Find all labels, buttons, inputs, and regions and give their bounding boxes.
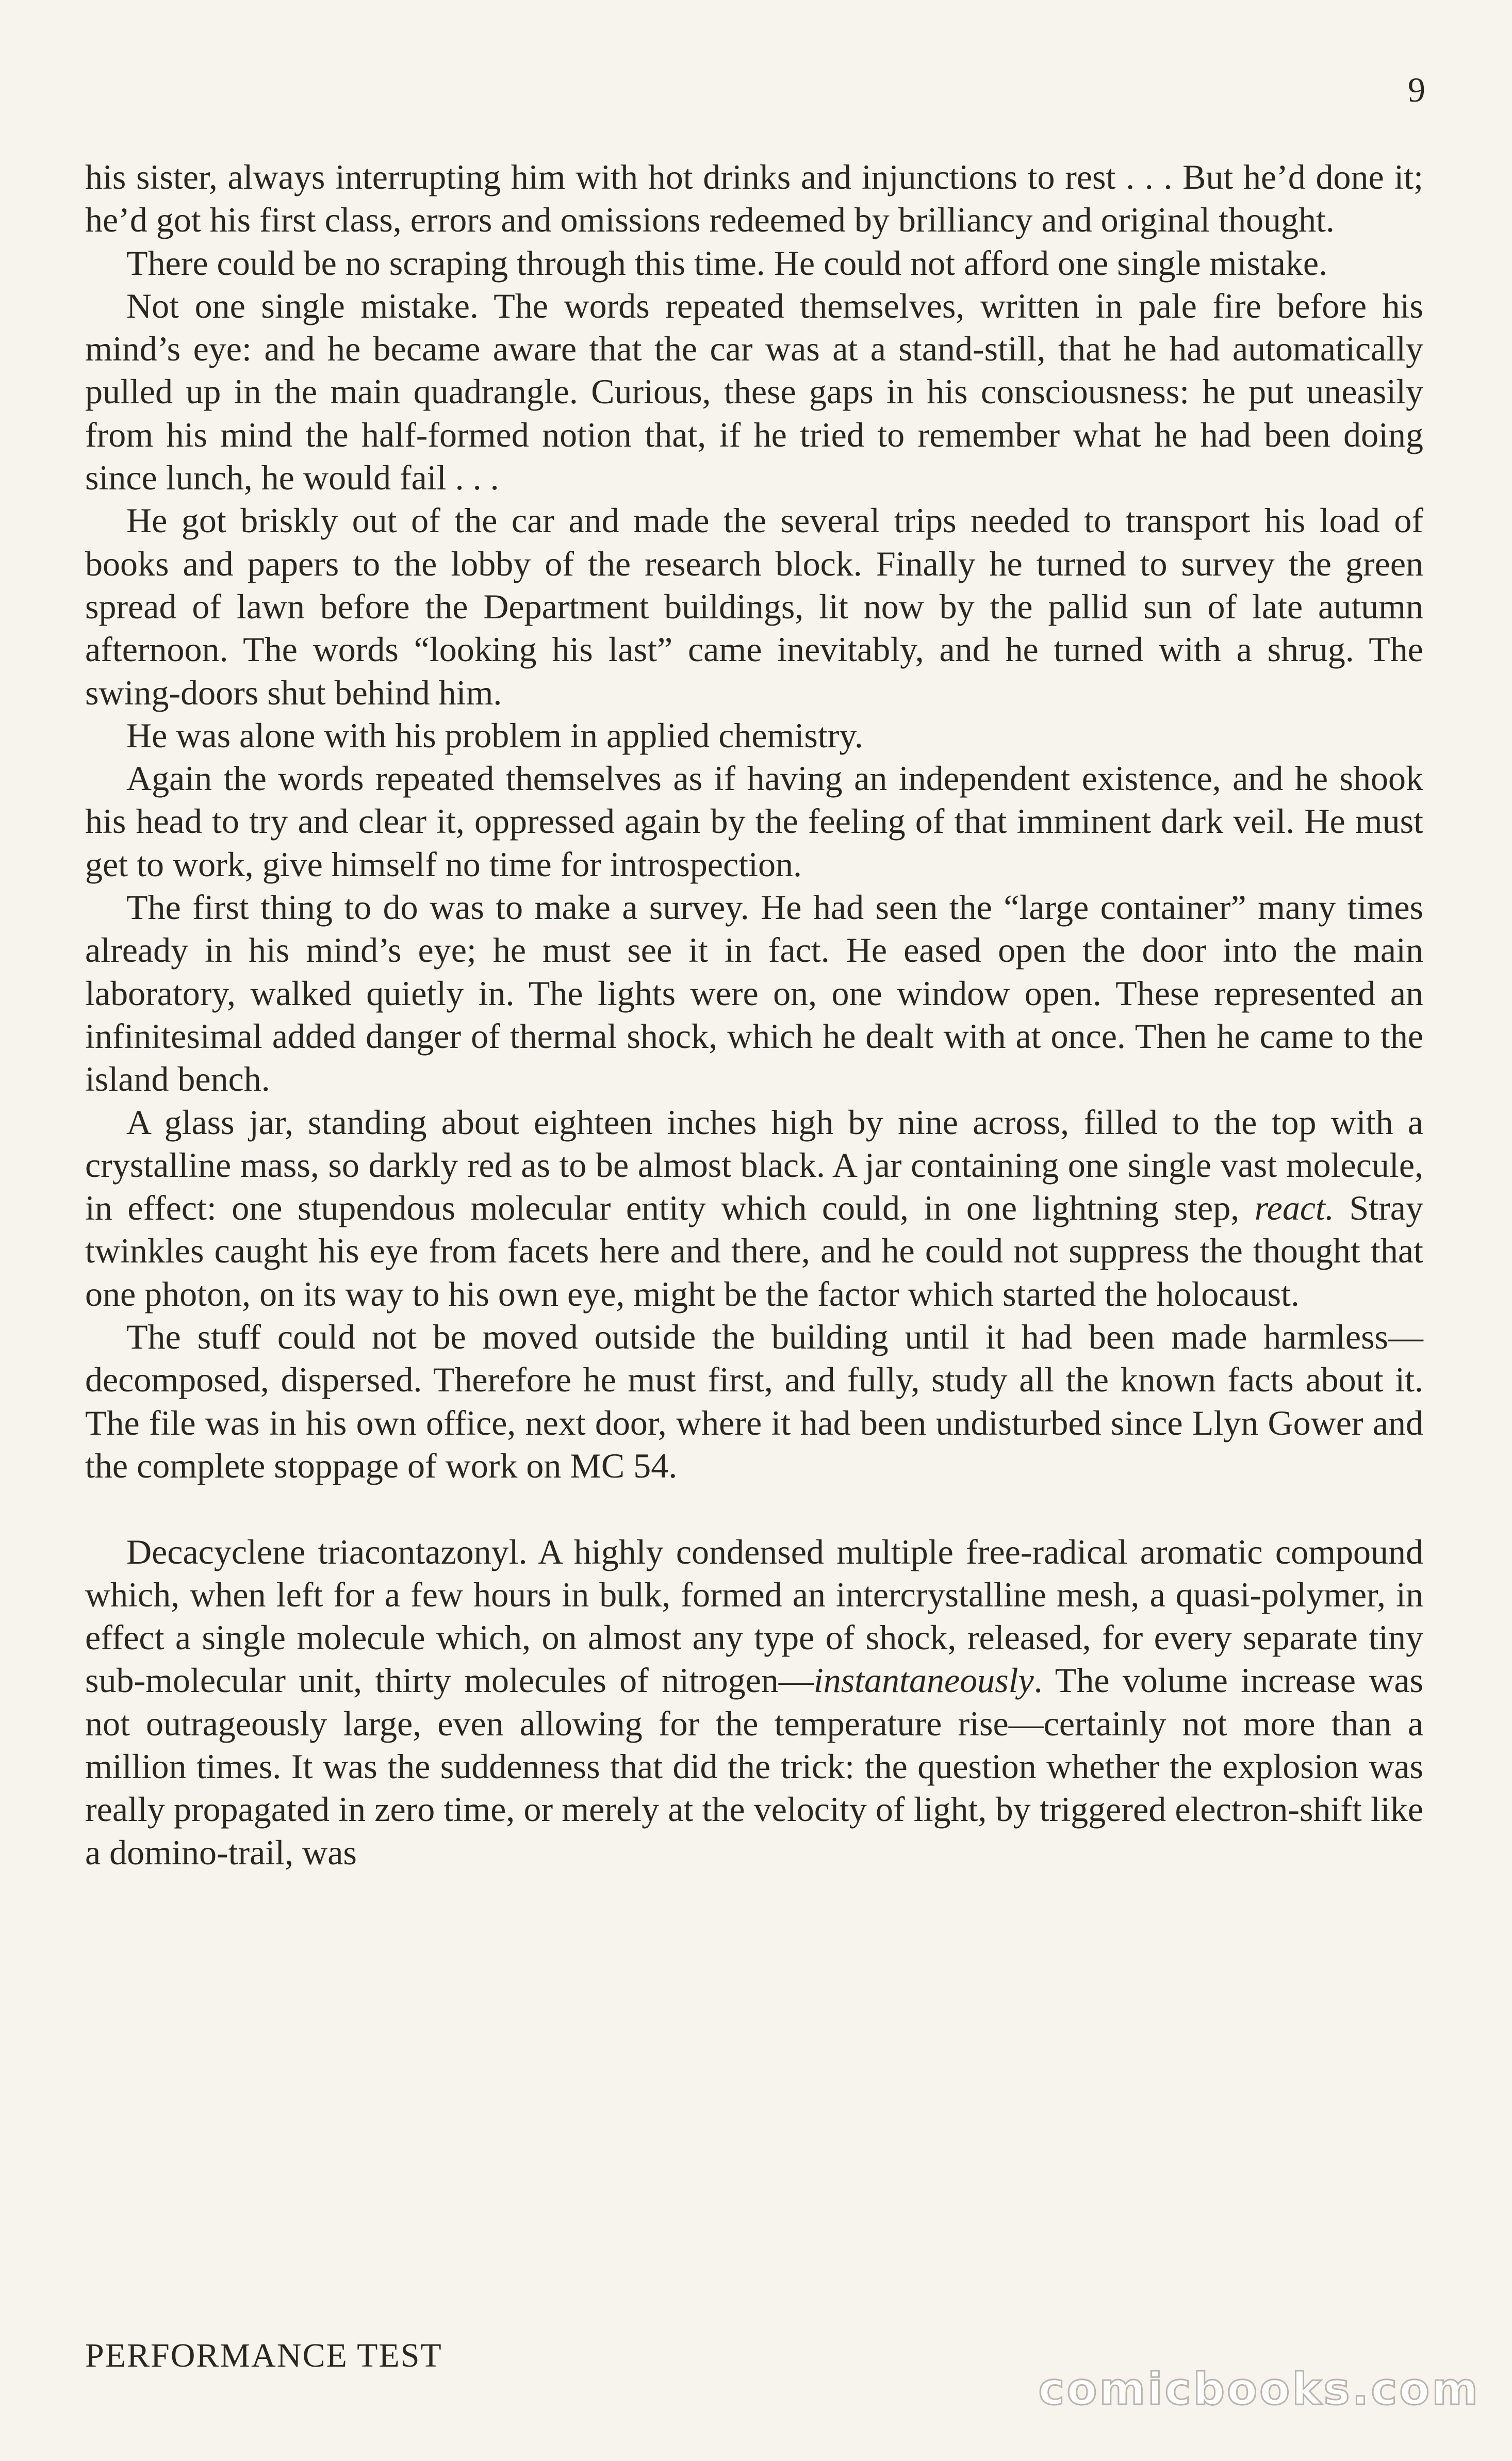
text-run: . The volume increase was not outrageously large, even allowing for the temperature rise—certainly not more than a million times. It was the suddenness that did the trick: the question whether the explosion was really propagated in zero time, or merely at the velocity of light, by triggered electron-shift like a domino-trail, was [85,1661,1424,1872]
paragraph [85,156,1423,242]
paragraph [85,757,1423,886]
text-run: Not one single mistake. The words repeated themselves, written in pale fire before his mind’s eye: and he became aware that the car was at a stand-still, that he had automatically pulled up in the main quadrangle. Curious, these gaps in his consciousness: he put uneasily from his mind the half-formed notion that, if he tried to remember what he had been doing since lunch, he would fail . . . [85,286,1423,498]
page-number: 9 [1408,70,1425,109]
running-foot: PERFORMANCE TEST [85,2337,442,2374]
text-run: He was alone with his problem in applied chemistry. [126,715,863,755]
body-text [85,156,1423,1874]
watermark: comicbooks.com [1038,2364,1480,2415]
text-run: A glass jar, standing about eighteen inches high by nine across, filled to the top with a crystalline mass, so darkly red as to be almost black. A jar containing one single vast molecule, in effect: one stupendous molecular entity which could, in one lightning step, [85,1102,1423,1228]
paragraph [85,714,1423,757]
paragraph [85,1316,1423,1487]
text-run: He got briskly out of the car and made the several trips needed to transport his load of books and papers to the lobby of the research block. Finally he turned to survey the green spread of lawn before the Department buildings, lit now by the pallid sun of late autumn afternoon. The words “looking his last” came inevitably, and he turned with a shrug. The swing-doors shut behind him. [85,501,1423,712]
text-run: There could be no scraping through this time. He could not afford one single mistake. [126,243,1328,283]
italic-text-run: react. [1254,1188,1334,1228]
paragraph [85,285,1423,499]
text-run: his sister, always interrupting him with hot drinks and injunctions to rest . . . But he’d done it; he’d got his first class, errors and omissions redeemed by brilliancy and original thought. [85,157,1423,240]
paragraph [85,242,1423,285]
text-run: The first thing to do was to make a survey. He had seen the “large container” many times already in his mind’s eye; he must see it in fact. He eased open the door into the main laboratory, walked quietly in. The lights were on, one window open. These represented an infinitesimal added danger of thermal shock, which he dealt with at once. Then he came to the island bench. [85,888,1423,1099]
section-break [85,1487,1423,1530]
text-run: Stray twinkles caught his eye from facets here and there, and he could not suppress the thought that one photon, on its way to his own eye, might be the factor which started the holocaust. [85,1188,1423,1314]
text-run: Again the words repeated themselves as if having an independent existence, and he shook his head to try and clear it, oppressed again by the feeling of that imminent dark veil. He must get to work, give himself no time for introspection. [85,759,1423,884]
paragraph [85,499,1423,714]
italic-text-run: instantaneously [813,1661,1034,1700]
paragraph [85,1531,1423,1874]
text-run: The stuff could not be moved outside the building until it had been made harmless—decomposed, dispersed. Therefore he must first, and fully, study all the known facts about it. The file was in his own office, next door, where it had been undisturbed since Llyn Gower and the complete stoppage of work on MC 54. [85,1317,1423,1485]
paragraph [85,886,1423,1101]
paragraph [85,1101,1423,1316]
text-run: Decacyclene triacontazonyl. A highly condensed multiple free-radical aromatic compound which, when left for a few hours in bulk, formed an intercrystalline mesh, a quasi-polymer, in effect a single molecule which, on almost any type of shock, released, for every separate tiny sub-molecular unit, thirty molecules of nitrogen— [85,1532,1423,1700]
